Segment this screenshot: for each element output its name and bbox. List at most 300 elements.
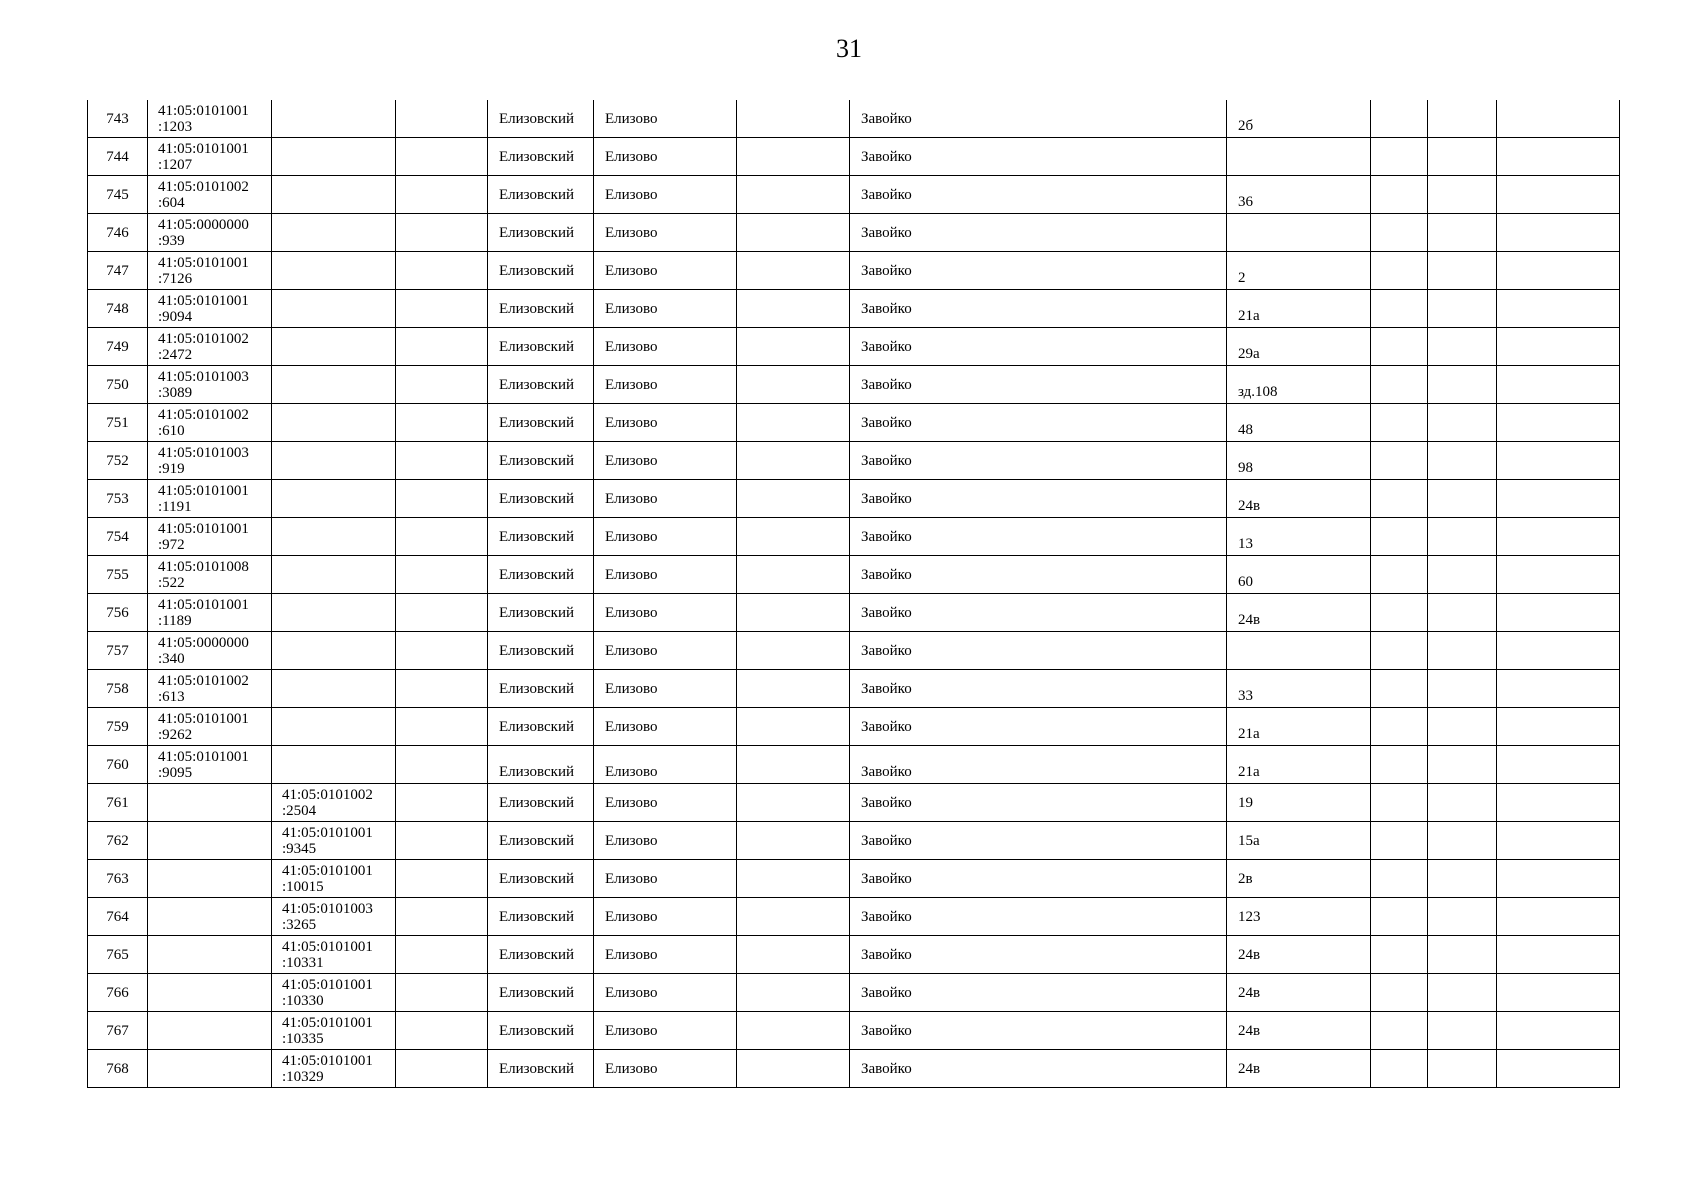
cadastral-number-line: :613 bbox=[158, 688, 185, 705]
cadastral-number-cell bbox=[148, 290, 272, 328]
empty-cell bbox=[396, 860, 488, 898]
city: Елизово bbox=[605, 794, 658, 811]
empty-cell bbox=[1497, 784, 1620, 822]
table-row bbox=[88, 328, 1620, 366]
empty-cell bbox=[396, 708, 488, 746]
city-cell bbox=[594, 936, 737, 974]
cadastral-number-cell bbox=[148, 366, 272, 404]
cadastral-number-line: 41:05:0101008 bbox=[158, 558, 249, 575]
page-number: 31 bbox=[836, 34, 862, 63]
street-cell bbox=[850, 366, 1227, 404]
related-cadastral-number-cell bbox=[272, 860, 396, 898]
registry-table bbox=[87, 100, 1620, 1088]
row-number-cell bbox=[88, 404, 148, 442]
related-cadastral-number-cell bbox=[272, 214, 396, 252]
table-row bbox=[88, 632, 1620, 670]
row-number: 745 bbox=[106, 186, 129, 203]
cadastral-number-cell bbox=[148, 556, 272, 594]
street-cell bbox=[850, 974, 1227, 1012]
district-cell bbox=[488, 708, 594, 746]
empty-cell bbox=[1428, 100, 1497, 138]
house-cell bbox=[1227, 252, 1371, 290]
street-cell bbox=[850, 214, 1227, 252]
city-cell bbox=[594, 632, 737, 670]
empty-cell bbox=[1497, 404, 1620, 442]
empty-cell bbox=[1371, 138, 1428, 176]
empty-cell bbox=[396, 1050, 488, 1088]
row-number: 761 bbox=[106, 794, 129, 811]
cadastral-number-line: 41:05:0101003 bbox=[282, 900, 373, 917]
street: Завойко bbox=[861, 262, 912, 279]
district: Елизовский bbox=[499, 763, 575, 780]
related-cadastral-number-cell bbox=[272, 290, 396, 328]
empty-cell bbox=[737, 442, 850, 480]
empty-cell bbox=[737, 1012, 850, 1050]
empty-cell bbox=[1497, 860, 1620, 898]
table-row bbox=[88, 138, 1620, 176]
city: Елизово bbox=[605, 148, 658, 165]
cadastral-number-line: 41:05:0101003 bbox=[158, 444, 249, 461]
related-cadastral-number-cell bbox=[272, 822, 396, 860]
house-cell bbox=[1227, 632, 1371, 670]
city-cell bbox=[594, 138, 737, 176]
related-cadastral-number-cell bbox=[272, 1050, 396, 1088]
house-cell bbox=[1227, 822, 1371, 860]
empty-cell bbox=[396, 746, 488, 784]
street-cell bbox=[850, 632, 1227, 670]
empty-cell bbox=[396, 138, 488, 176]
cadastral-number-cell bbox=[148, 1050, 272, 1088]
related-cadastral-number-cell bbox=[272, 100, 396, 138]
district-cell bbox=[488, 936, 594, 974]
related-cadastral-number-cell bbox=[272, 898, 396, 936]
city: Елизово bbox=[605, 528, 658, 545]
house-number: 24в bbox=[1238, 1022, 1261, 1039]
empty-cell bbox=[1497, 670, 1620, 708]
empty-cell bbox=[1428, 670, 1497, 708]
city-cell bbox=[594, 1050, 737, 1088]
street: Завойко bbox=[861, 832, 912, 849]
empty-cell bbox=[396, 898, 488, 936]
district: Елизовский bbox=[499, 376, 575, 393]
street-cell bbox=[850, 898, 1227, 936]
registry-rows bbox=[88, 100, 1620, 1088]
row-number: 743 bbox=[106, 110, 129, 127]
empty-cell bbox=[1428, 708, 1497, 746]
district: Елизовский bbox=[499, 414, 575, 431]
empty-cell bbox=[1428, 480, 1497, 518]
empty-cell bbox=[1371, 1050, 1428, 1088]
street: Завойко bbox=[861, 870, 912, 887]
house-cell bbox=[1227, 556, 1371, 594]
empty-cell bbox=[1371, 670, 1428, 708]
city-cell bbox=[594, 556, 737, 594]
cadastral-number-cell bbox=[148, 670, 272, 708]
table-row bbox=[88, 214, 1620, 252]
city-cell bbox=[594, 708, 737, 746]
related-cadastral-number-cell bbox=[272, 518, 396, 556]
empty-cell bbox=[396, 556, 488, 594]
row-number: 747 bbox=[106, 262, 129, 279]
district-cell bbox=[488, 442, 594, 480]
house-cell bbox=[1227, 518, 1371, 556]
street-cell bbox=[850, 1050, 1227, 1088]
empty-cell bbox=[737, 252, 850, 290]
related-cadastral-number-cell bbox=[272, 936, 396, 974]
house-number: 29а bbox=[1238, 345, 1260, 362]
city: Елизово bbox=[605, 832, 658, 849]
district-cell bbox=[488, 822, 594, 860]
empty-cell bbox=[1497, 974, 1620, 1012]
house-number: 24в bbox=[1238, 1060, 1261, 1077]
district: Елизовский bbox=[499, 300, 575, 317]
house-cell bbox=[1227, 404, 1371, 442]
cadastral-number-cell bbox=[148, 1012, 272, 1050]
row-number: 744 bbox=[106, 148, 129, 165]
empty-cell bbox=[1497, 708, 1620, 746]
empty-cell bbox=[737, 860, 850, 898]
cadastral-number-line: 41:05:0101001 bbox=[158, 254, 249, 271]
related-cadastral-number-cell bbox=[272, 670, 396, 708]
city-cell bbox=[594, 100, 737, 138]
cadastral-number-line: :972 bbox=[158, 536, 185, 553]
empty-cell bbox=[396, 632, 488, 670]
street-cell bbox=[850, 1012, 1227, 1050]
empty-cell bbox=[1428, 784, 1497, 822]
street: Завойко bbox=[861, 490, 912, 507]
cadastral-number-line: 41:05:0101002 bbox=[158, 178, 249, 195]
empty-cell bbox=[1497, 176, 1620, 214]
cadastral-number-line: 41:05:0101003 bbox=[158, 368, 249, 385]
district: Елизовский bbox=[499, 338, 575, 355]
cadastral-number-cell bbox=[148, 974, 272, 1012]
district-cell bbox=[488, 480, 594, 518]
house-number: 36 bbox=[1238, 193, 1253, 210]
house-number: 19 bbox=[1238, 794, 1253, 811]
street-cell bbox=[850, 290, 1227, 328]
empty-cell bbox=[1371, 1012, 1428, 1050]
empty-cell bbox=[1371, 518, 1428, 556]
related-cadastral-number-cell bbox=[272, 708, 396, 746]
house-number: зд.108 bbox=[1238, 383, 1278, 400]
empty-cell bbox=[1428, 404, 1497, 442]
row-number-cell bbox=[88, 632, 148, 670]
cadastral-number-line: 41:05:0101001 bbox=[158, 710, 249, 727]
city: Елизово bbox=[605, 763, 658, 780]
empty-cell bbox=[396, 974, 488, 1012]
city-cell bbox=[594, 594, 737, 632]
row-number: 765 bbox=[106, 946, 129, 963]
house-cell bbox=[1227, 860, 1371, 898]
empty-cell bbox=[1371, 290, 1428, 328]
street-cell bbox=[850, 404, 1227, 442]
row-number-cell bbox=[88, 1050, 148, 1088]
empty-cell bbox=[396, 100, 488, 138]
related-cadastral-number-cell bbox=[272, 974, 396, 1012]
cadastral-number-line: :522 bbox=[158, 574, 185, 591]
empty-cell bbox=[737, 822, 850, 860]
cadastral-number-line: :10330 bbox=[282, 992, 324, 1009]
empty-cell bbox=[1497, 1050, 1620, 1088]
cadastral-number-cell bbox=[148, 252, 272, 290]
street: Завойко bbox=[861, 718, 912, 735]
row-number-cell bbox=[88, 480, 148, 518]
street: Завойко bbox=[861, 794, 912, 811]
row-number-cell bbox=[88, 746, 148, 784]
cadastral-number-line: :1207 bbox=[158, 156, 193, 173]
related-cadastral-number-cell bbox=[272, 632, 396, 670]
empty-cell bbox=[737, 366, 850, 404]
empty-cell bbox=[1371, 860, 1428, 898]
row-number: 749 bbox=[106, 338, 129, 355]
cadastral-number-line: :9094 bbox=[158, 308, 193, 325]
row-number-cell bbox=[88, 100, 148, 138]
cadastral-number-line: :9262 bbox=[158, 726, 193, 743]
street: Завойко bbox=[861, 984, 912, 1001]
street-cell bbox=[850, 138, 1227, 176]
empty-cell bbox=[1497, 214, 1620, 252]
empty-cell bbox=[1497, 480, 1620, 518]
street-cell bbox=[850, 822, 1227, 860]
city: Елизово bbox=[605, 110, 658, 127]
empty-cell bbox=[1497, 898, 1620, 936]
row-number: 754 bbox=[106, 528, 129, 545]
cadastral-number-line: 41:05:0101001 bbox=[282, 1014, 373, 1031]
district: Елизовский bbox=[499, 110, 575, 127]
street: Завойко bbox=[861, 908, 912, 925]
empty-cell bbox=[1371, 214, 1428, 252]
cadastral-number-line: :1203 bbox=[158, 118, 193, 135]
empty-cell bbox=[737, 746, 850, 784]
city-cell bbox=[594, 480, 737, 518]
house-cell bbox=[1227, 176, 1371, 214]
cadastral-number-line: :3089 bbox=[158, 384, 193, 401]
related-cadastral-number-cell bbox=[272, 594, 396, 632]
empty-cell bbox=[737, 708, 850, 746]
empty-cell bbox=[396, 936, 488, 974]
house-cell bbox=[1227, 898, 1371, 936]
empty-cell bbox=[1428, 442, 1497, 480]
district-cell bbox=[488, 214, 594, 252]
row-number: 767 bbox=[106, 1022, 129, 1039]
house-number: 21а bbox=[1238, 725, 1260, 742]
house-cell bbox=[1227, 708, 1371, 746]
empty-cell bbox=[1497, 100, 1620, 138]
empty-cell bbox=[396, 784, 488, 822]
table-row bbox=[88, 556, 1620, 594]
house-cell bbox=[1227, 1050, 1371, 1088]
cadastral-number-cell bbox=[148, 138, 272, 176]
district-cell bbox=[488, 366, 594, 404]
empty-cell bbox=[396, 252, 488, 290]
city-cell bbox=[594, 670, 737, 708]
district-cell bbox=[488, 784, 594, 822]
city: Елизово bbox=[605, 870, 658, 887]
row-number: 759 bbox=[106, 718, 129, 735]
cadastral-number-line: 41:05:0101001 bbox=[282, 976, 373, 993]
empty-cell bbox=[737, 1050, 850, 1088]
cadastral-number-line: 41:05:0000000 bbox=[158, 216, 249, 233]
cadastral-number-line: :604 bbox=[158, 194, 185, 211]
empty-cell bbox=[396, 594, 488, 632]
street-cell bbox=[850, 252, 1227, 290]
empty-cell bbox=[1497, 556, 1620, 594]
city-cell bbox=[594, 404, 737, 442]
table-row bbox=[88, 366, 1620, 404]
city: Елизово bbox=[605, 452, 658, 469]
house-number: 2 bbox=[1238, 269, 1246, 286]
table-row bbox=[88, 100, 1620, 138]
table-row bbox=[88, 518, 1620, 556]
row-number-cell bbox=[88, 518, 148, 556]
city-cell bbox=[594, 518, 737, 556]
empty-cell bbox=[737, 328, 850, 366]
street-cell bbox=[850, 480, 1227, 518]
empty-cell bbox=[737, 518, 850, 556]
city: Елизово bbox=[605, 300, 658, 317]
related-cadastral-number-cell bbox=[272, 366, 396, 404]
cadastral-number-cell bbox=[148, 100, 272, 138]
row-number-cell bbox=[88, 1012, 148, 1050]
empty-cell bbox=[1428, 328, 1497, 366]
district-cell bbox=[488, 670, 594, 708]
empty-cell bbox=[396, 404, 488, 442]
street-cell bbox=[850, 556, 1227, 594]
cadastral-number-cell bbox=[148, 898, 272, 936]
cadastral-number-cell bbox=[148, 442, 272, 480]
district-cell bbox=[488, 556, 594, 594]
empty-cell bbox=[1428, 860, 1497, 898]
city: Елизово bbox=[605, 984, 658, 1001]
empty-cell bbox=[396, 670, 488, 708]
house-cell bbox=[1227, 594, 1371, 632]
table-row bbox=[88, 1050, 1620, 1088]
city-cell bbox=[594, 860, 737, 898]
street: Завойко bbox=[861, 452, 912, 469]
cadastral-number-line: :1189 bbox=[158, 612, 192, 629]
cadastral-number-line: :919 bbox=[158, 460, 185, 477]
cadastral-number-line: :3265 bbox=[282, 916, 317, 933]
district: Елизовский bbox=[499, 832, 575, 849]
table-row bbox=[88, 290, 1620, 328]
district-cell bbox=[488, 1050, 594, 1088]
house-cell bbox=[1227, 366, 1371, 404]
empty-cell bbox=[737, 138, 850, 176]
empty-cell bbox=[1428, 214, 1497, 252]
city: Елизово bbox=[605, 338, 658, 355]
row-number-cell bbox=[88, 936, 148, 974]
city-cell bbox=[594, 898, 737, 936]
table-row bbox=[88, 480, 1620, 518]
empty-cell bbox=[737, 100, 850, 138]
row-number-cell bbox=[88, 670, 148, 708]
house-number: 24в bbox=[1238, 611, 1261, 628]
city: Елизово bbox=[605, 642, 658, 659]
cadastral-number-line: :10329 bbox=[282, 1068, 324, 1085]
house-number: 98 bbox=[1238, 459, 1253, 476]
table-row bbox=[88, 404, 1620, 442]
city: Елизово bbox=[605, 490, 658, 507]
cadastral-number-line: 41:05:0101001 bbox=[158, 520, 249, 537]
cadastral-number-line: 41:05:0101001 bbox=[158, 482, 249, 499]
street: Завойко bbox=[861, 376, 912, 393]
district: Елизовский bbox=[499, 1022, 575, 1039]
table-row bbox=[88, 670, 1620, 708]
empty-cell bbox=[1371, 822, 1428, 860]
empty-cell bbox=[1371, 100, 1428, 138]
table-row bbox=[88, 822, 1620, 860]
city-cell bbox=[594, 214, 737, 252]
street-cell bbox=[850, 670, 1227, 708]
empty-cell bbox=[1497, 328, 1620, 366]
street: Завойко bbox=[861, 110, 912, 127]
cadastral-number-cell bbox=[148, 746, 272, 784]
house-cell bbox=[1227, 100, 1371, 138]
house-number: 33 bbox=[1238, 687, 1253, 704]
district-cell bbox=[488, 1012, 594, 1050]
row-number: 762 bbox=[106, 832, 129, 849]
row-number: 758 bbox=[106, 680, 129, 697]
empty-cell bbox=[1428, 1050, 1497, 1088]
city-cell bbox=[594, 328, 737, 366]
city: Елизово bbox=[605, 224, 658, 241]
cadastral-number-line: 41:05:0101001 bbox=[282, 1052, 373, 1069]
house-number: 13 bbox=[1238, 535, 1253, 552]
city: Елизово bbox=[605, 414, 658, 431]
empty-cell bbox=[737, 974, 850, 1012]
street: Завойко bbox=[861, 1060, 912, 1077]
empty-cell bbox=[1371, 480, 1428, 518]
district: Елизовский bbox=[499, 528, 575, 545]
empty-cell bbox=[1428, 366, 1497, 404]
empty-cell bbox=[396, 442, 488, 480]
row-number: 756 bbox=[106, 604, 129, 621]
empty-cell bbox=[1371, 974, 1428, 1012]
empty-cell bbox=[1428, 898, 1497, 936]
cadastral-number-cell bbox=[148, 176, 272, 214]
related-cadastral-number-cell bbox=[272, 746, 396, 784]
house-cell bbox=[1227, 1012, 1371, 1050]
empty-cell bbox=[1428, 632, 1497, 670]
row-number-cell bbox=[88, 974, 148, 1012]
row-number-cell bbox=[88, 214, 148, 252]
empty-cell bbox=[1428, 974, 1497, 1012]
street: Завойко bbox=[861, 604, 912, 621]
street: Завойко bbox=[861, 642, 912, 659]
related-cadastral-number-cell bbox=[272, 404, 396, 442]
empty-cell bbox=[1497, 518, 1620, 556]
row-number-cell bbox=[88, 556, 148, 594]
empty-cell bbox=[737, 556, 850, 594]
empty-cell bbox=[1428, 252, 1497, 290]
district: Елизовский bbox=[499, 984, 575, 1001]
cadastral-number-line: 41:05:0101001 bbox=[282, 938, 373, 955]
district-cell bbox=[488, 974, 594, 1012]
district-cell bbox=[488, 594, 594, 632]
cadastral-number-line: :2504 bbox=[282, 802, 317, 819]
street: Завойко bbox=[861, 338, 912, 355]
row-number: 750 bbox=[106, 376, 129, 393]
cadastral-number-line: 41:05:0000000 bbox=[158, 634, 249, 651]
city: Елизово bbox=[605, 186, 658, 203]
city: Елизово bbox=[605, 946, 658, 963]
empty-cell bbox=[737, 594, 850, 632]
district: Елизовский bbox=[499, 794, 575, 811]
related-cadastral-number-cell bbox=[272, 176, 396, 214]
related-cadastral-number-cell bbox=[272, 138, 396, 176]
empty-cell bbox=[1428, 594, 1497, 632]
cadastral-number-cell bbox=[148, 214, 272, 252]
